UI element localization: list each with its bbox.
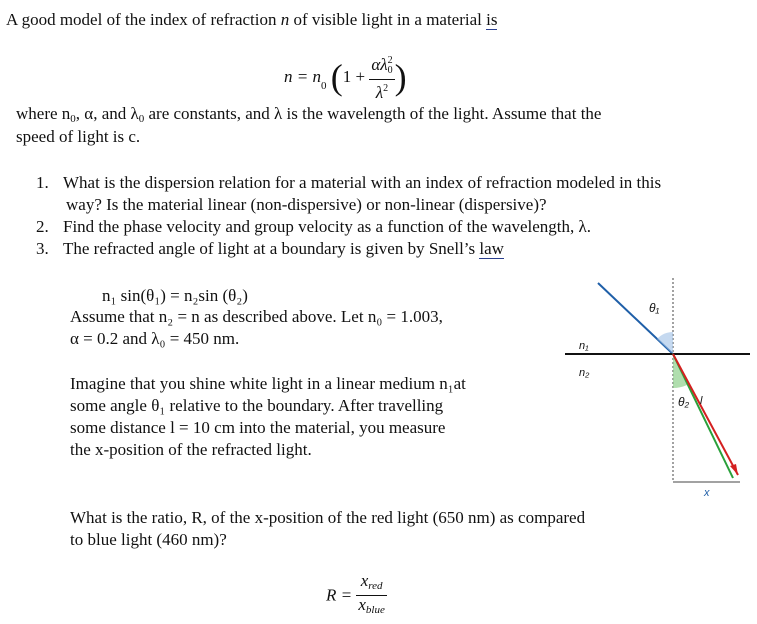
ratio-denominator: x xyxy=(358,595,366,614)
question-3 xyxy=(36,239,504,259)
refraction-diagram xyxy=(560,270,755,500)
question-3-number: 3. xyxy=(36,239,49,258)
imagine-line-3: some distance l = 10 cm into the material, you measure xyxy=(70,418,446,437)
intro-mid: of visible light in a material xyxy=(293,10,482,29)
where-part-c: are constants, and λ is the wavelength of the light. Assume that the xyxy=(148,104,602,123)
equation-denominator: λ xyxy=(375,83,384,102)
where-part-b: , α, and λ xyxy=(75,104,139,123)
assume-line-2: α = 0.2 and λ₀ = 450 nm. xyxy=(70,329,240,348)
question-3-text: The refracted angle of light at a boundary is given by Snell’s xyxy=(63,239,476,258)
question-1-line-1: What is the dispersion relation for a material with an index of refraction modeled in this xyxy=(63,173,662,192)
question-1 xyxy=(36,173,661,193)
imagine-line-2: some angle θ₁ relative to the boundary. After travelling xyxy=(70,396,444,415)
theta1-label: θ₁ xyxy=(649,301,660,315)
where-line-2: speed of light is c. xyxy=(16,127,141,146)
ratio-denominator-sub: blue xyxy=(365,604,385,616)
equation-one-plus: 1 + xyxy=(342,67,366,86)
snell-law-link[interactable]: law xyxy=(479,239,504,258)
equation-numerator: αλ xyxy=(371,55,388,74)
theta1-wedge xyxy=(657,332,673,354)
ratio-numerator-sub: red xyxy=(368,580,383,592)
imagine-line-1: Imagine that you shine white light in a linear medium n₁at xyxy=(70,374,466,393)
question-2-number: 2. xyxy=(36,217,49,236)
snell-equation: n₁ sin(θ₁) = n₂sin (θ₂) xyxy=(102,286,248,305)
equation-numerator-sub: 0 xyxy=(387,65,393,76)
theta2-label: θ₂ xyxy=(678,395,690,409)
ratio-equation xyxy=(326,572,387,619)
imagine-line-4: the x-position of the refracted light. xyxy=(70,440,312,459)
red-refracted-ray xyxy=(673,354,738,475)
ratio-fraction xyxy=(356,572,387,619)
equation-fraction xyxy=(369,52,394,102)
n1-label: n₁ xyxy=(579,340,589,352)
where-part-a: where n xyxy=(16,104,71,123)
equation-n0-subscript: 0 xyxy=(320,79,327,92)
question-1-line-2: way? Is the material linear (non-dispersive) or non-linear (dispersive)? xyxy=(66,195,547,214)
ratio-question-line-2: to blue light (460 nm)? xyxy=(70,530,227,549)
equation-denominator-sup: 2 xyxy=(383,83,389,94)
l-label: l xyxy=(700,395,703,407)
equation-right-paren: ) xyxy=(394,57,407,97)
ratio-numerator: x xyxy=(360,571,369,590)
where-line-1: where $n_0$, α, and $\lambda_0$ are constants, and λ is the wavelength of the light. Assume that the xyxy=(16,104,602,125)
assume-line-1: Assume that n₂ = n as described above. Let n₀ = 1.003, xyxy=(70,307,443,326)
question-2-text: Find the phase velocity and group velocity as a function of the wavelength, λ. xyxy=(63,217,592,236)
equation-numerator-sup: 2 xyxy=(387,55,393,66)
equation-lhs: n = n xyxy=(284,67,321,86)
x-label: x xyxy=(704,487,710,499)
intro-n-var: n xyxy=(280,10,290,29)
ratio-lhs: R = xyxy=(326,585,353,605)
intro-lead: A good model of the index of refraction xyxy=(6,10,277,29)
question-1-number: 1. xyxy=(36,173,49,192)
intro-is-link[interactable]: is xyxy=(486,10,498,29)
ratio-question-line-1: What is the ratio, R, of the x-position of the red light (650 nm) as compared xyxy=(70,508,586,527)
n2-label: n₂ xyxy=(579,367,590,379)
model-equation xyxy=(284,52,407,102)
question-2 xyxy=(36,217,591,237)
equation-left-paren: ( xyxy=(330,57,343,97)
intro-line xyxy=(6,10,497,30)
